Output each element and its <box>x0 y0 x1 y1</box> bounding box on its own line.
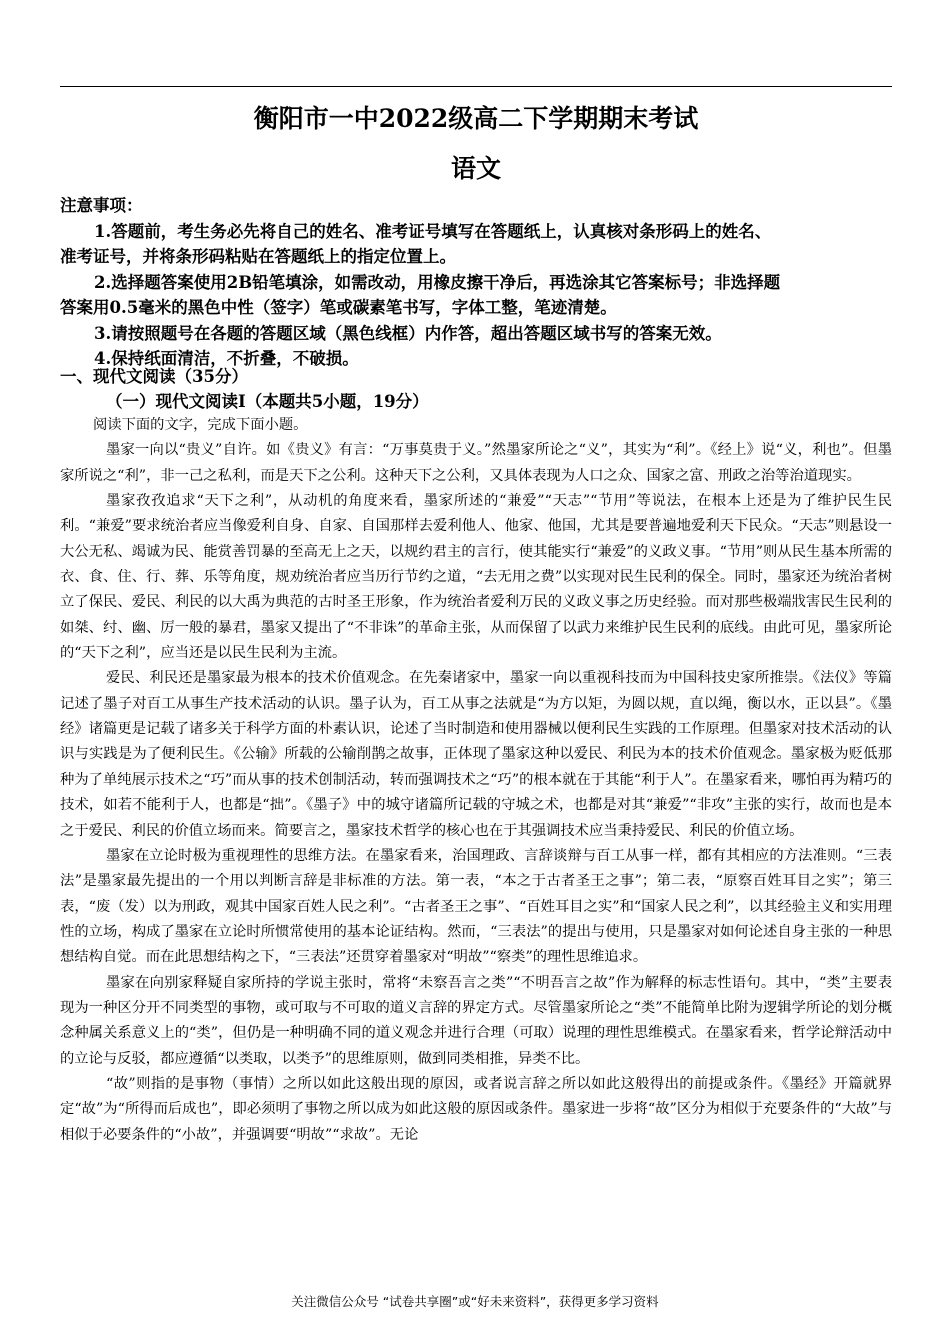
exam-subject: 语文 <box>450 154 501 183</box>
passage-instruction: 阅读下面的文字，完成下面小题。 <box>93 417 308 433</box>
notice-item-2: 2.选择题答案使用2B铅笔填涂，如需改动，用橡皮擦干净后，再选涂其它答案标号；非选择题 <box>94 272 781 292</box>
subsection-heading: （一）现代文阅读Ⅰ（本题共5小题，19分） <box>106 392 429 411</box>
reading-passage <box>60 413 892 1148</box>
notice-item-4: 4.保持纸面清洁，不折叠，不破损。 <box>94 349 359 368</box>
notice-item-3: 3.请按照题号在各题的答题区域（黑色线框）内作答，超出答题区域书写的答案无效。 <box>94 323 722 343</box>
notice-item-1: 1.答题前，考生务必先将自己的姓名、准考证号填写在答题纸上，认真核对条形码上的姓名、 <box>94 221 772 241</box>
passage-paragraph-5: 墨家在向别家释疑自家所持的学说主张时，常将“未察吾言之类”“不明吾言之故”作为解释的标志性语句。其中，“类”主要表现为一种区分开不同类型的事物，或可取与不可取的道义言辞的界定方式。尽管墨家所论之“类”不能简单比附为逻辑学所论的划分概念种属关系意义上的“类”，但仍是一种明确不同的道义观念并进行合理（可取）说理的理性思维模式。在墨家看来，哲学论辩活动中的立论与反驳，都应遵循“以类取，以类予”的思维原则，做到同类相推，异类不比。 <box>60 974 892 1067</box>
passage-paragraph-1: 墨家一向以“贵义”自许。如《贵义》有言：“万事莫贵于义。”然墨家所论之“义”，其实为“利”。《经上》说“义，利也”。但墨家所说之“利”，非一己之私利，而是天下之公利。这种天下之公利，又具体表现为人口之众、国家之富、刑政之治等治道现实。 <box>60 442 892 484</box>
notice-heading: 注意事项： <box>60 196 143 215</box>
notice-item-2-cont: 答案用0.5毫米的黑色中性（签字）笔或碳素笔书写，字体工整，笔迹清楚。 <box>60 298 617 317</box>
header-rule <box>60 86 892 87</box>
passage-paragraph-6: “故”则指的是事物（事情）之所以如此这般出现的原因，或者说言辞之所以如此这般得出的前提或条件。《墨经》开篇就界定“故”为“所得而后成也”，即必须明了事物之所以成为如此这般的原因或条件。墨家进一步将“故”区分为相似于充要条件的“大故”与相似于必要条件的“小故”，并强调要“明故”“求故”。无论 <box>60 1075 892 1143</box>
passage-paragraph-2: 墨家孜孜追求“天下之利”，从动机的角度来看，墨家所述的“兼爱”“天志”“节用”等说法，在根本上还是为了维护民生民利。“兼爱”要求统治者应当像爱利自身、自家、自国那样去爱利他人、他家、他国，尤其是要普遍地爱利天下民众。“天志”则悬设一大公无私、竭诚为民、能赏善罚暴的至高无上之天，以规约君主的言行，使其能实行“兼爱”的义政义事。“节用”则从民生基本所需的衣、食、住、行、葬、乐等角度，规劝统治者应当历行节约之道，“去无用之费”以实现对民生民利的保全。同时，墨家还为统治者树立了保民、爱民、利民的以大禹为典范的古时圣王形象，作为统治者爱利万民的义政义事之历史经验。而对那些极端戕害民生民利的如桀、纣、幽、厉一般的暴君，墨家又提出了“不非诛”的革命主张，从而保留了以武力来维护民生民利的底线。由此可见，墨家所论的“天下之利”，应当还是以民生民利为主流。 <box>60 493 892 662</box>
passage-paragraph-4: 墨家在立论时极为重视理性的思维方法。在墨家看来，治国理政、言辞谈辩与百工从事一样，都有其相应的方法准则。“三表法”是墨家最先提出的一个用以判断言辞是非标准的方法。第一表，“本之于古者圣王之事”；第二表，“原察百姓耳目之实”；第三表，“废（发）以为刑政，观其中国家百姓人民之利”。“古者圣王之事”、“百姓耳目之实”和“国家人民之利”，以其经验主义和实用理性的立场，构成了墨家在立论时所惯常使用的基本论证结构。然而，“三表法”的提出与使用，只是墨家对如何论述自身主张的一种思想结构自觉。而在此思想结构之下，“三表法”还贯穿着墨家对“明故”“察类”的理性思维追求。 <box>60 847 892 966</box>
passage-paragraph-3: 爱民、利民还是墨家最为根本的技术价值观念。在先秦诸家中，墨家一向以重视科技而为中国科技史家所推崇。《法仪》等篇记述了墨子对百工从事生产技术活动的认识。墨子认为，百工从事之法就是“为方以矩，为圆以规，直以绳，衡以水，正以县”。《墨经》诸篇更是记载了诸多关于科学方面的朴素认识，论述了当时制造和使用器械以便利民生实践的工作原理。但墨家对技术活动的认识与实践是为了便利民生。《公输》所载的公输削鹊之故事，正体现了墨家这种以爱民、利民为本的技术价值观念。墨家极为贬低那种为了单纯展示技术之“巧”而从事的技术创制活动，转而强调技术之“巧”的根本就在于其能“利于人”。在墨家看来，哪怕再为精巧的技术，如若不能利于人，也都是“拙”。《墨子》中的城守诸篇所记载的守城之术，也都是对其“兼爱”“非攻”主张的实行，故而也是本之于爱民、利民的价值立场而来。简要言之，墨家技术哲学的核心也在于其强调技术应当秉持爱民、利民的价值立场。 <box>60 670 892 839</box>
section-heading: 一、现代文阅读（35分） <box>60 367 248 386</box>
notice-item-1-cont: 准考证号，并将条形码粘贴在答题纸上的指定位置上。 <box>60 247 456 266</box>
exam-title: 衡阳市一中2022级高二下学期期末考试 <box>253 104 699 133</box>
notice-section <box>60 193 892 372</box>
page-footer: 关注微信公众号 “试卷共享圈”或“好未来资料”，获得更多学习资料 <box>291 1294 659 1309</box>
